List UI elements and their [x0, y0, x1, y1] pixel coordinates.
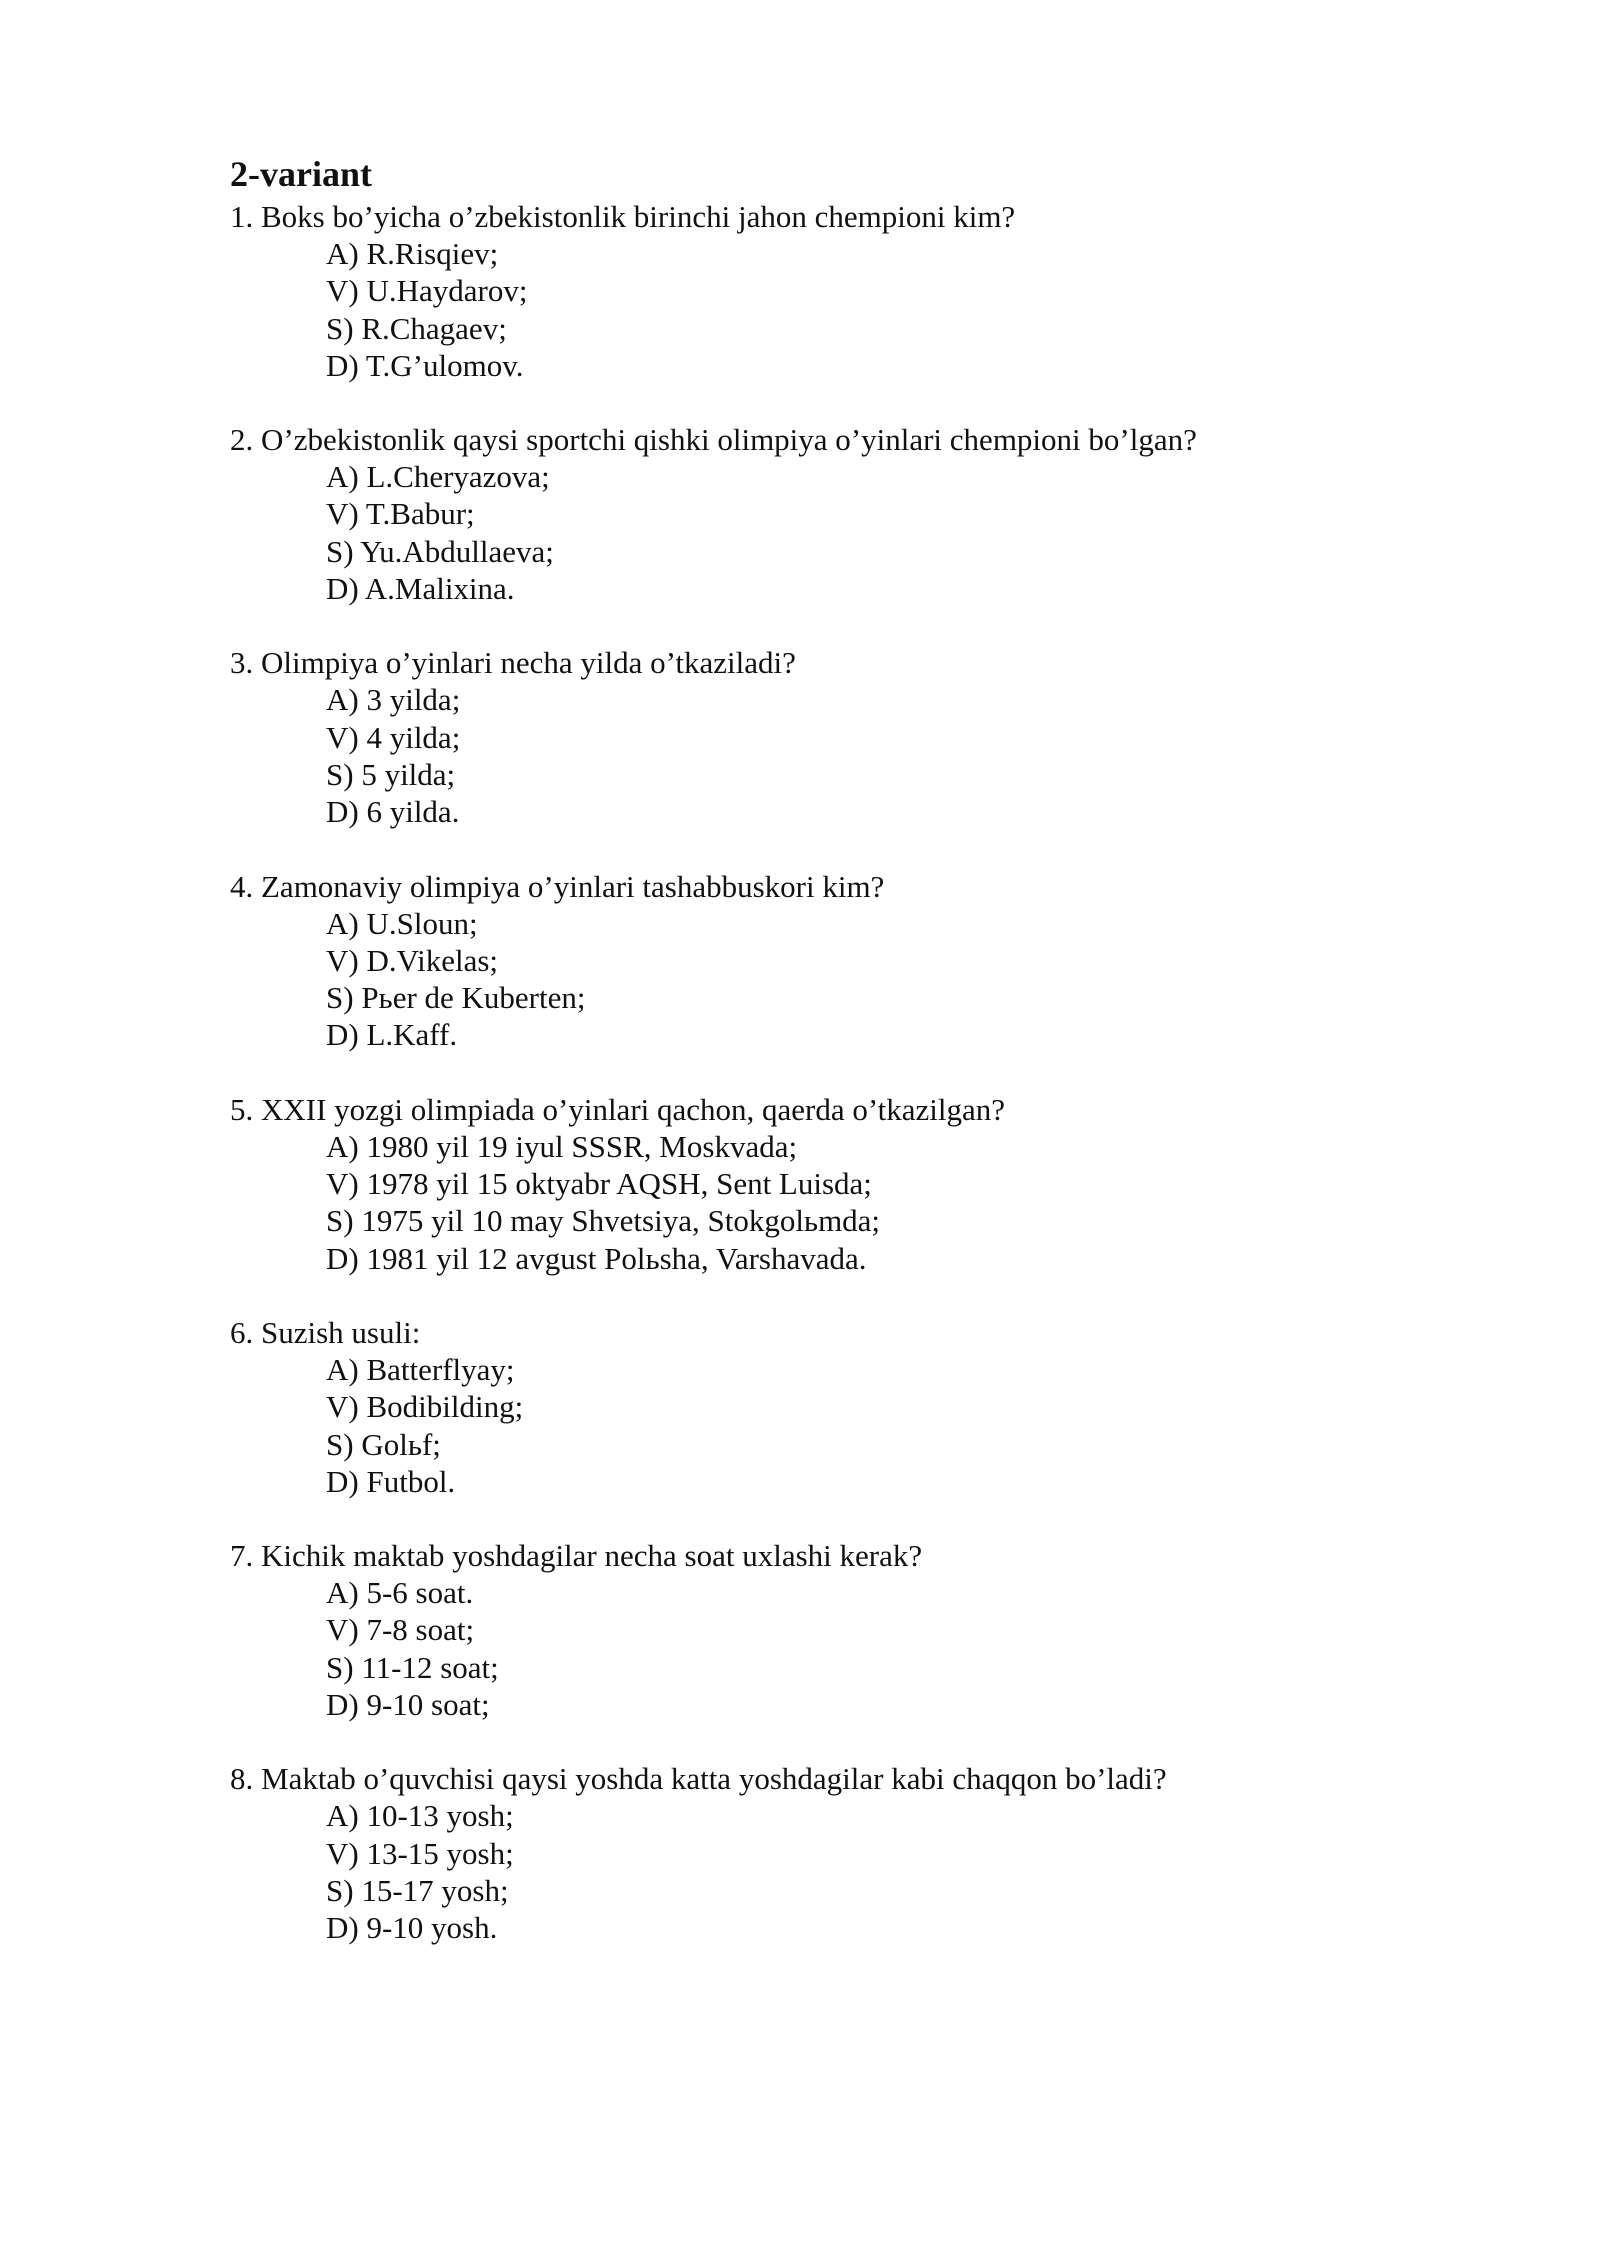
- question-spacer: [230, 1723, 1410, 1760]
- answer-options: [230, 1128, 1410, 1277]
- answer-option: S) Golьf;: [326, 1426, 441, 1462]
- variant-title: 2-variant: [230, 154, 372, 194]
- question-block: [230, 1314, 1410, 1500]
- question-block: [230, 644, 1410, 830]
- answer-option: A) 1980 yil 19 iyul SSSR, Moskvada;: [326, 1128, 798, 1164]
- question-list: [230, 198, 1410, 1947]
- test-content: [230, 150, 1410, 1947]
- answer-option: D) 9-10 yosh.: [326, 1910, 498, 1946]
- answer-option: V) 1978 yil 15 oktyabr AQSH, Sent Luisda;: [326, 1166, 872, 1202]
- question-text: 4. Zamonaviy olimpiya o’yinlari tashabbuskori kim?: [230, 868, 885, 904]
- answer-option: A) 3 yilda;: [326, 682, 461, 718]
- question-spacer: [230, 1500, 1410, 1537]
- question-text: 8. Maktab o’quvchisi qaysi yoshda katta yoshdagilar kabi chaqqon bo’ladi?: [230, 1761, 1167, 1797]
- question-text: 1. Boks bo’yicha o’zbekistonlik birinchi jahon chempioni kim?: [230, 199, 1016, 234]
- answer-option: D) A.Malixina.: [326, 571, 515, 607]
- answer-option: V) D.Vikelas;: [326, 942, 499, 978]
- answer-options: [230, 235, 1410, 384]
- answer-option: S) Pьer de Kuberten;: [326, 980, 586, 1016]
- answer-options: [230, 905, 1410, 1054]
- answer-option: V) 13-15 yosh;: [326, 1835, 514, 1871]
- answer-option: D) T.G’ulomov.: [326, 347, 524, 383]
- answer-option: S) R.Chagaev;: [326, 310, 507, 346]
- answer-option: D) 6 yilda.: [326, 794, 460, 830]
- answer-option: A) L.Cheryazova;: [326, 459, 550, 495]
- answer-option: A) 5-6 soat.: [326, 1575, 474, 1611]
- answer-options: [230, 458, 1410, 607]
- answer-option: S) 1975 yil 10 may Shvetsiya, Stokgolьmda;: [326, 1203, 881, 1239]
- answer-options: [230, 1797, 1410, 1946]
- answer-option: V) U.Haydarov;: [326, 273, 528, 309]
- answer-option: D) Futbol.: [326, 1463, 456, 1499]
- question-spacer: [230, 1054, 1410, 1091]
- answer-option: V) 4 yilda;: [326, 719, 461, 755]
- answer-options: [230, 1351, 1410, 1500]
- answer-option: S) 15-17 yosh;: [326, 1872, 509, 1908]
- answer-option: V) T.Babur;: [326, 496, 475, 532]
- answer-option: A) Batterflyay;: [326, 1351, 515, 1387]
- question-block: [230, 1760, 1410, 1946]
- question-text: 2. O’zbekistonlik qaysi sportchi qishki olimpiya o’yinlari chempioni bo’lgan?: [230, 422, 1197, 458]
- question-text: 6. Suzish usuli:: [230, 1314, 421, 1350]
- question-spacer: [230, 607, 1410, 644]
- answer-option: S) 11-12 soat;: [326, 1649, 499, 1685]
- answer-option: V) Bodibilding;: [326, 1389, 524, 1425]
- answer-option: S) Yu.Abdullaeva;: [326, 533, 554, 569]
- question-text: 3. Olimpiya o’yinlari necha yilda o’tkaziladi?: [230, 645, 796, 681]
- question-spacer: [230, 831, 1410, 868]
- question-block: [230, 198, 1410, 384]
- question-text: 5. XXII yozgi olimpiada o’yinlari qachon, qaerda o’tkazilgan?: [230, 1091, 1006, 1127]
- question-spacer: [230, 384, 1410, 421]
- answer-option: D) 1981 yil 12 avgust Polьsha, Varshavada.: [326, 1240, 867, 1276]
- question-block: [230, 421, 1410, 607]
- question-block: [230, 1091, 1410, 1277]
- answer-option: A) 10-13 yosh;: [326, 1798, 514, 1834]
- question-block: [230, 868, 1410, 1054]
- answer-option: A) R.Risqiev;: [326, 236, 499, 271]
- answer-options: [230, 1574, 1410, 1723]
- question-spacer: [230, 1277, 1410, 1314]
- answer-option: V) 7-8 soat;: [326, 1612, 475, 1648]
- answer-option: A) U.Sloun;: [326, 905, 478, 941]
- question-text: 7. Kichik maktab yoshdagilar necha soat uxlashi kerak?: [230, 1538, 923, 1574]
- question-block: [230, 1537, 1410, 1723]
- answer-option: S) 5 yilda;: [326, 756, 456, 792]
- answer-options: [230, 681, 1410, 830]
- answer-option: D) L.Kaff.: [326, 1017, 458, 1053]
- answer-option: D) 9-10 soat;: [326, 1687, 490, 1723]
